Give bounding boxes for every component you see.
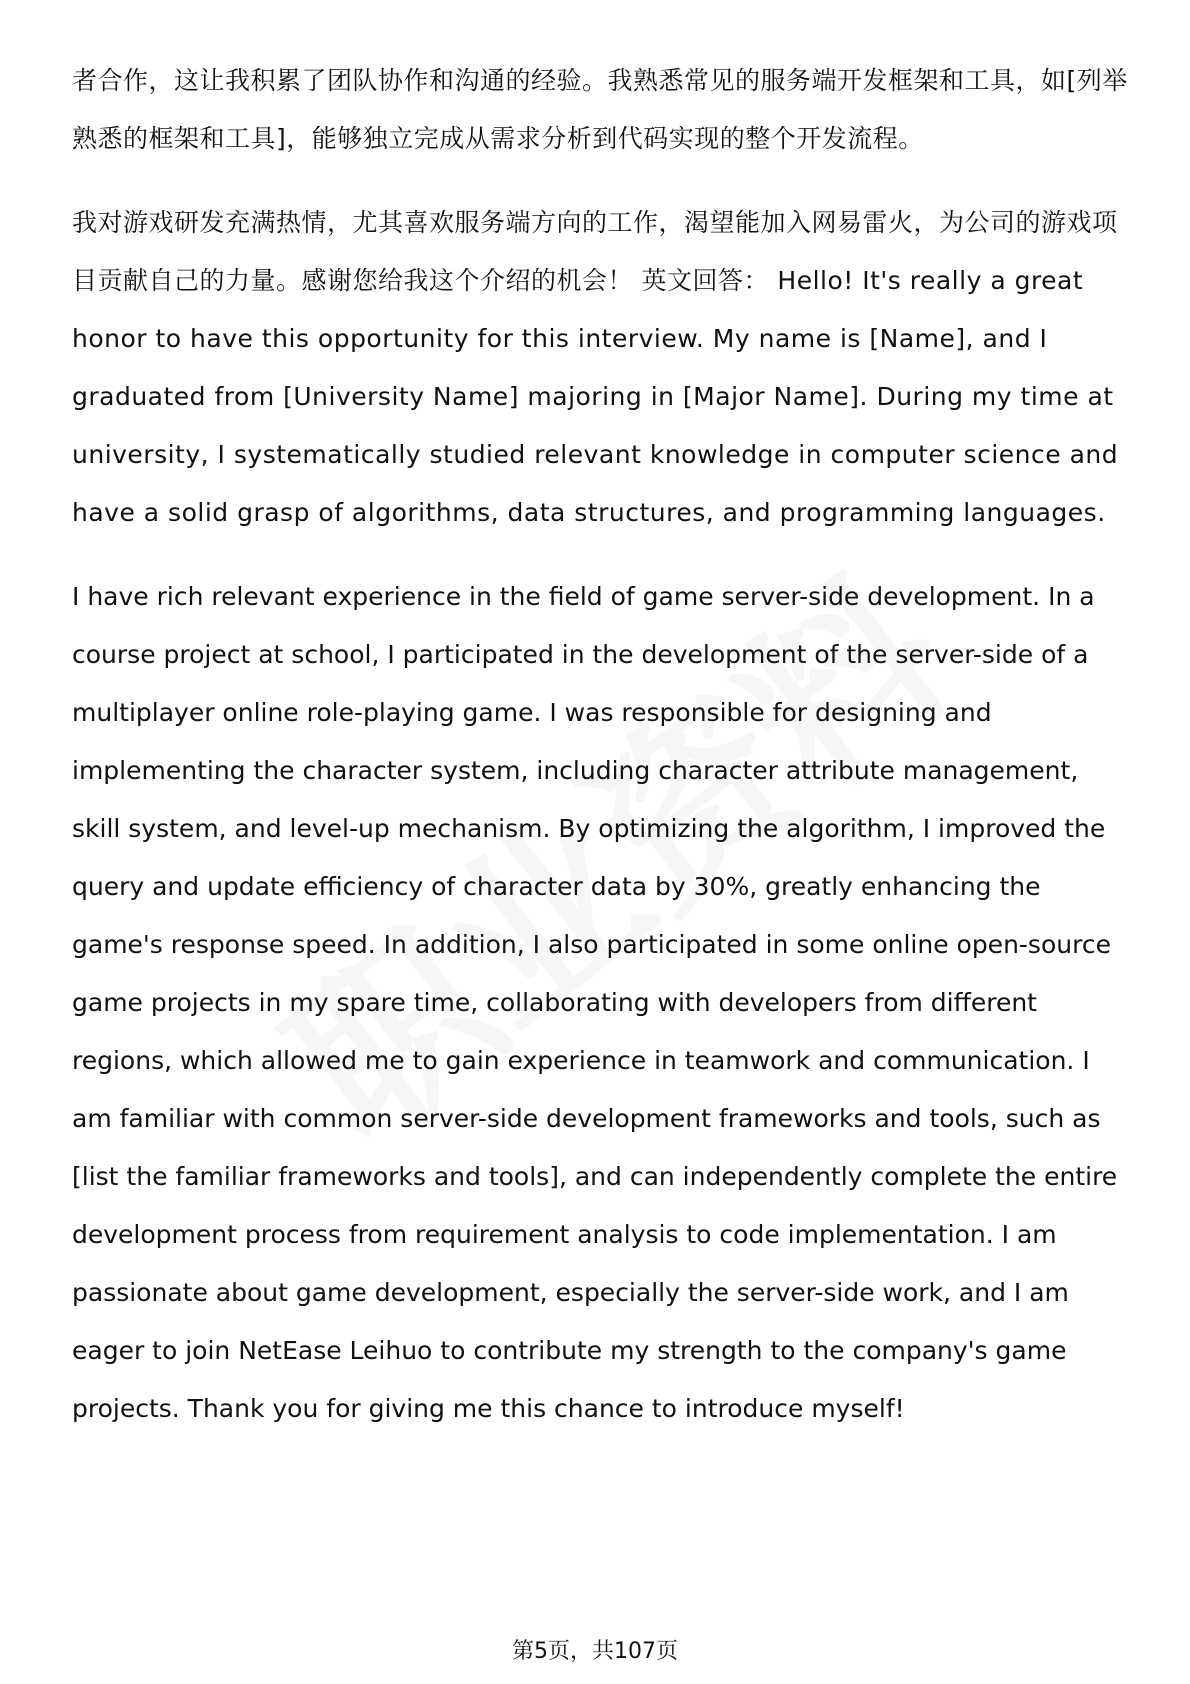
paragraph-2: 我对游戏研发充满热情，尤其喜欢服务端方向的工作，渴望能加入网易雷火，为公司的游戏项目贡献自己的力量。感谢您给我这个介绍的机会！ 英文回答： Hello! It's really a great honor to have this opportunity for this interview. My name is [Name], and I graduated from [University Name] majoring in [Major Name]. During my time at university, I systematically studied relevant knowledge in computer science and have a solid grasp of algorithms, data structures, and programming languages.: [72, 208, 1119, 527]
paragraph-1: 者合作，这让我积累了团队协作和沟通的经验。我熟悉常见的服务端开发框架和工具，如[列举熟悉的框架和工具]，能够独立完成从需求分析到代码实现的整个开发流程。: [72, 66, 1128, 153]
paragraph-3: I have rich relevant experience in the field of game server-side development. In a course project at school, I participated in the development of the server-side of a multiplayer online role-playing game. I was responsible for designing and implementing the character system, including character attribute management, skill system, and level-up mechanism. By optimizing the algorithm, I improved the query and update efficiency of character data by 30%, greatly enhancing the game's response speed. In addition, I also participated in some online open-source game projects in my spare time, collaborating with developers from different regions, which allowed me to gain experience in teamwork and communication. I am familiar with common server-side development frameworks and tools, such as [list the familiar frameworks and tools], and can independently complete the entire development process from requirement analysis to code implementation. I am passionate about game development, especially the server-side work, and I am eager to join NetEase Leihuo to contribute my strength to the company's game projects. Thank you for giving me this chance to introduce myself!: [72, 582, 1118, 1423]
page-number: 第5页，共107页: [512, 1639, 678, 1664]
document-body: [72, 52, 1128, 1464]
